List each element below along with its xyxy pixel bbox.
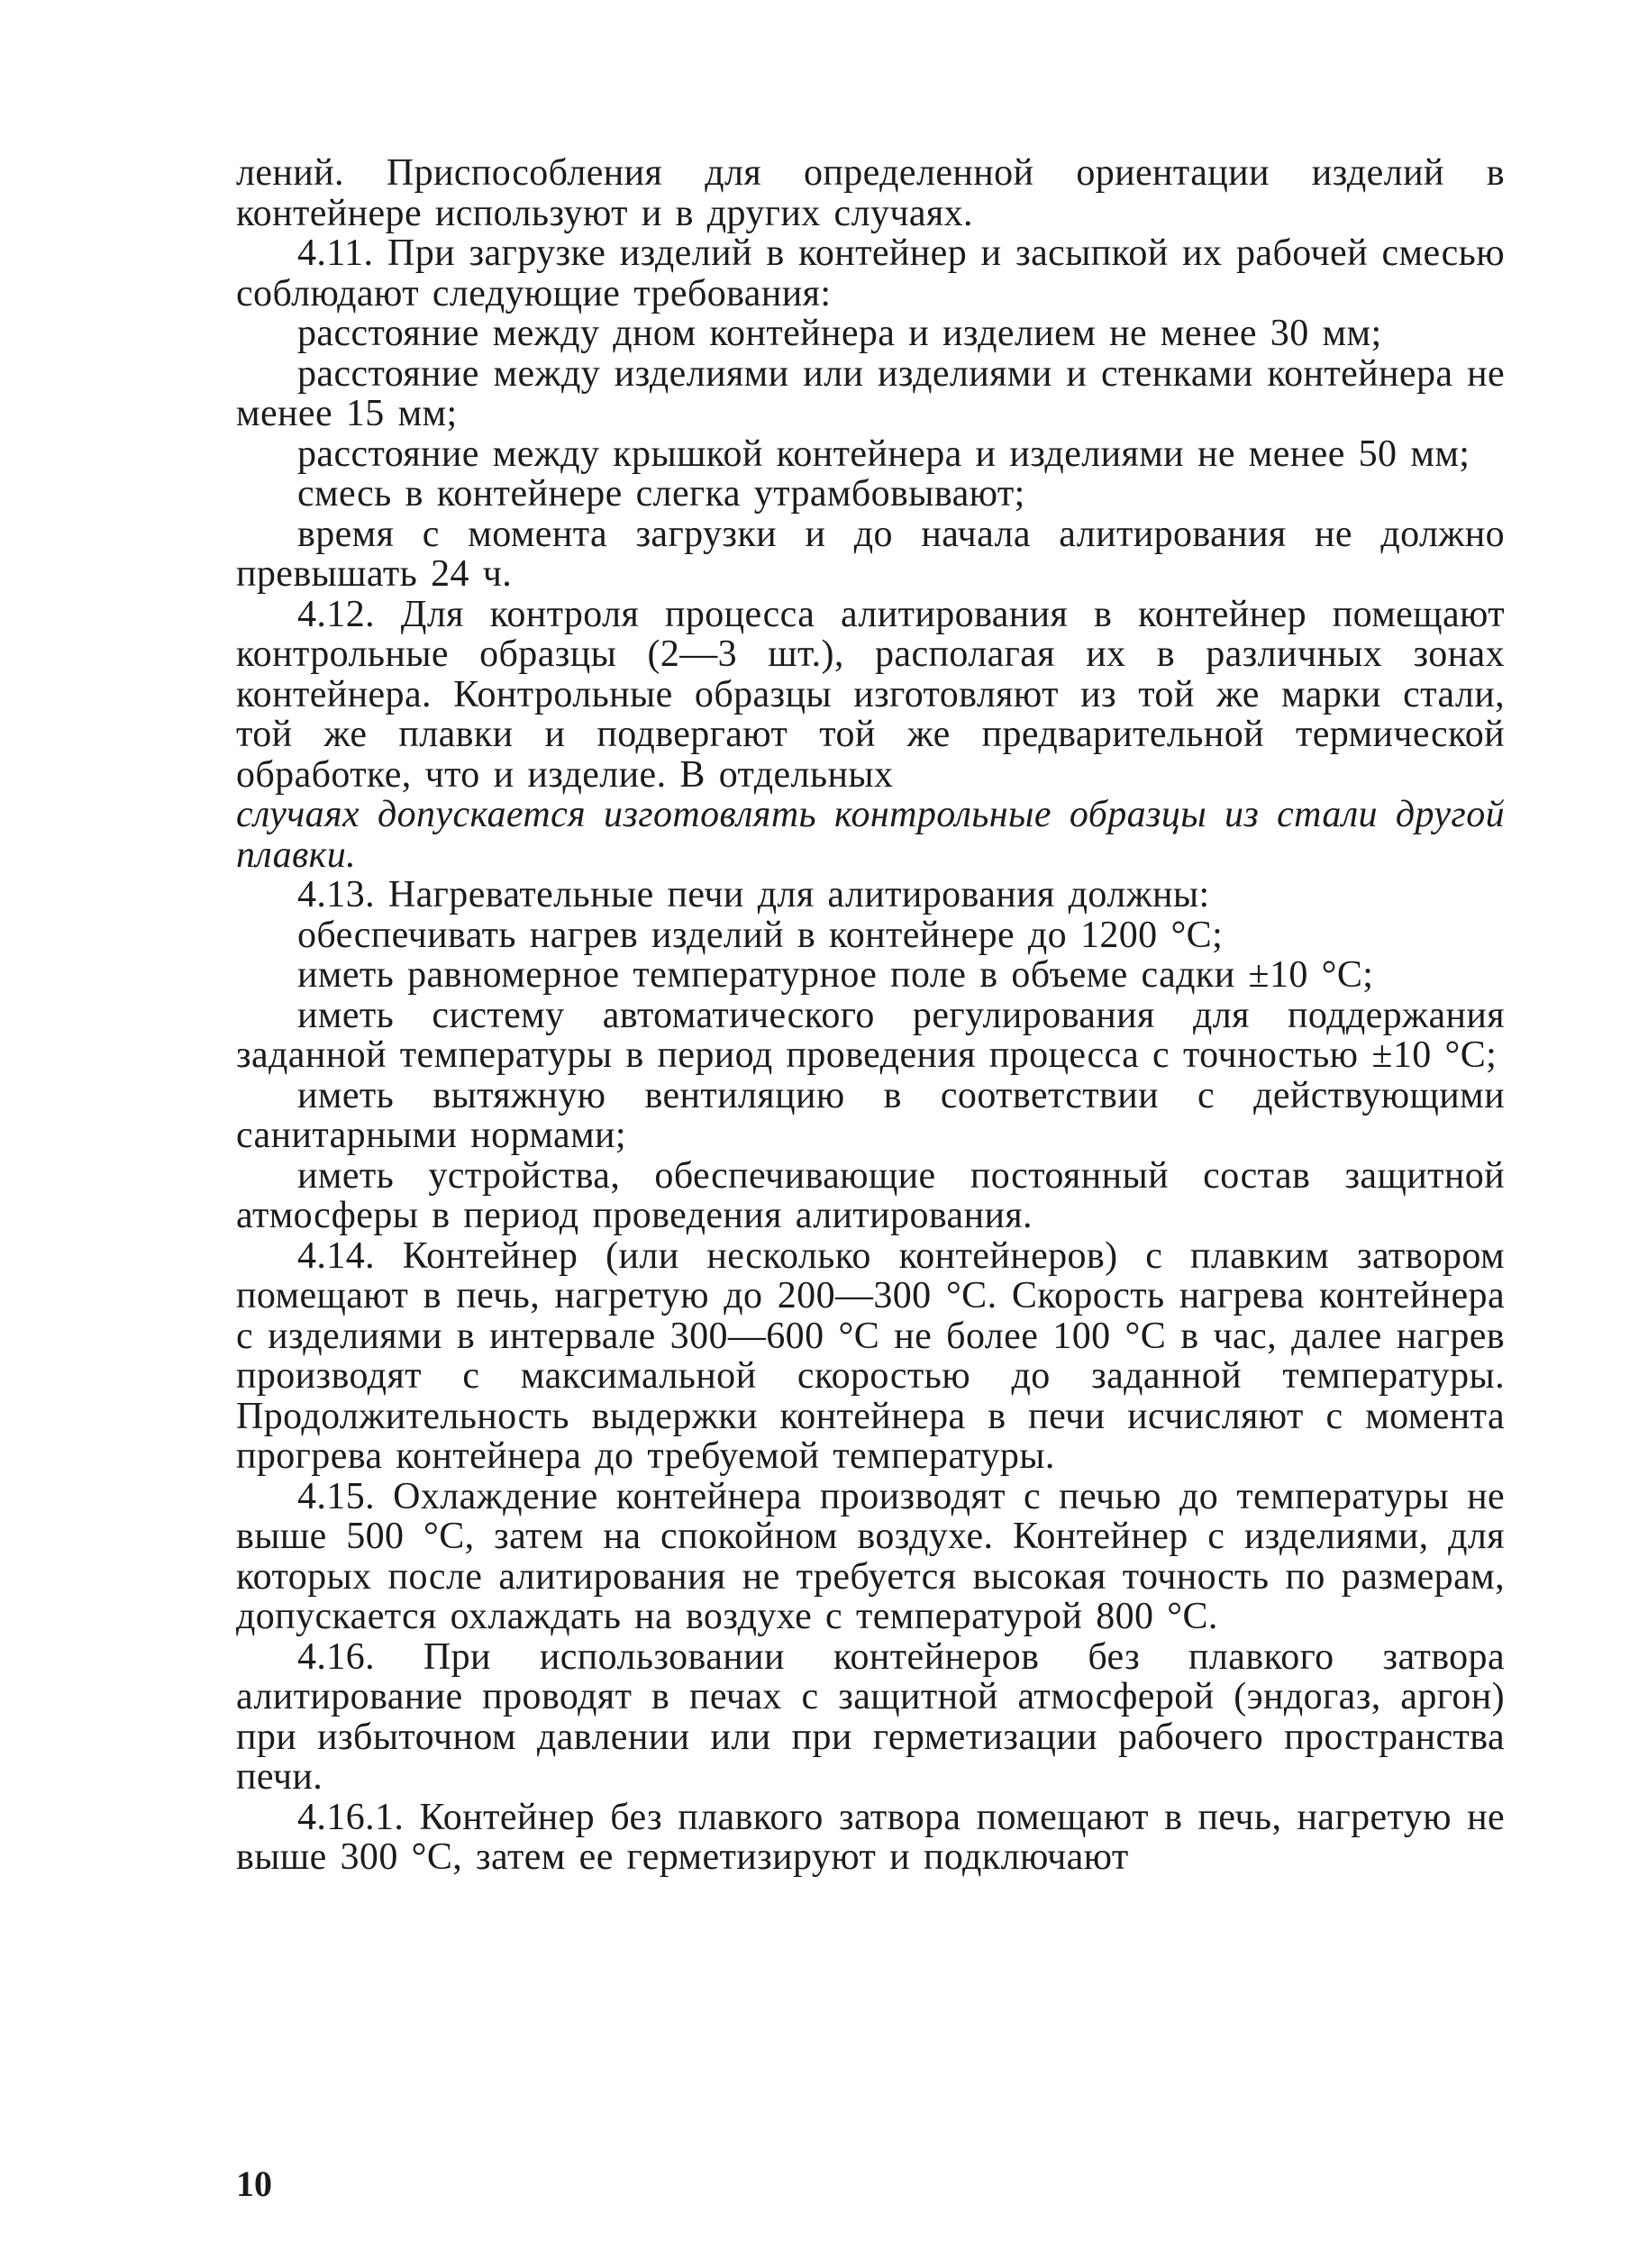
paragraph-4-15: 4.15. Охлаждение контейнера производят с печью до температуры не выше 500 °С, затем на спокойном воздухе. Контейнер с изделиями, для которых после алитирования не требуется высокая точность по размерам, допускается охлаждать на воздухе с температурой 800 °С. [236,1475,1505,1637]
paragraph-continuation: лений. Приспособления для определенной ориентации изделий в контейнере используют и в других случаях. [236,152,1505,234]
list-item-automatic-control: иметь систему автоматического регулирования для поддержания заданной температуры в период проведения процесса с точностью ±10 °С; [236,994,1505,1076]
document-page [236,153,1505,1878]
paragraph-4-12-italic: случаях допускается изготовлять контрольные образцы из стали другой плавки. [236,794,1505,876]
paragraph-4-16: 4.16. При использовании контейнеров без плавкого затвора алитирование проводят в печах с защитной атмосферой (эндогаз, аргон) при избыточном давлении или при герметизации рабочего пространства печи. [236,1635,1505,1798]
paragraph-4-16-1: 4.16.1. Контейнер без плавкого затвора помещают в печь, нагретую не выше 300 °С, затем ее герметизируют и подключают [236,1796,1505,1878]
paragraph-4-12: 4.12. Для контроля процесса алитирования в контейнер помещают контрольные образцы (2—3 шт.), располагая их в различных зонах контейнера. Контрольные образцы изготовляют из той же марки стали, той же плавки и подвергают той же предварительной термической обработке, что и изделие. В отдельных [236,593,1505,796]
paragraph-4-14: 4.14. Контейнер (или несколько контейнеров) с плавким затвором помещают в печь, нагретую до 200—300 °С. Скорость нагрева контейнера с изделиями в интервале 300—600 °С не более 100 °С в час, далее нагрев производят с максимальной скоростью до заданной температуры. Продолжительность выдержки контейнера в печи исчисляют с момента прогрева контейнера до требуемой температуры. [236,1234,1505,1477]
list-item-atmosphere-devices: иметь устройства, обеспечивающие постоянный состав защитной атмосферы в период проведения алитирования. [236,1154,1505,1236]
list-item-uniform-field: иметь равномерное температурное поле в объеме садки ±10 °С; [297,954,1374,996]
list-item-heating: обеспечивать нагрев изделий в контейнере до 1200 °С; [297,914,1224,956]
paragraph-4-13: 4.13. Нагревательные печи для алитирования должны: [297,874,1210,915]
paragraph-4-11: 4.11. При загрузке изделий в контейнер и засыпкой их рабочей смесью соблюдают следующие требования: [236,232,1505,314]
list-item-time-limit: время с момента загрузки и до начала алитирования не должно превышать 24 ч. [236,513,1505,595]
list-item-lid-distance: расстояние между крышкой контейнера и изделиями не менее 50 мм; [297,433,1470,475]
list-item-compaction: смесь в контейнере слегка утрамбовывают; [297,473,1025,515]
page-number: 10 [236,2163,272,2204]
list-item-ventilation: иметь вытяжную вентиляцию в соответствии с действующими санитарными нормами; [236,1074,1505,1156]
list-item-wall-distance: расстояние между изделиями или изделиями и стенками контейнера не менее 15 мм; [236,352,1505,434]
list-item-bottom-distance: расстояние между дном контейнера и изделием не менее 30 мм; [297,313,1382,354]
